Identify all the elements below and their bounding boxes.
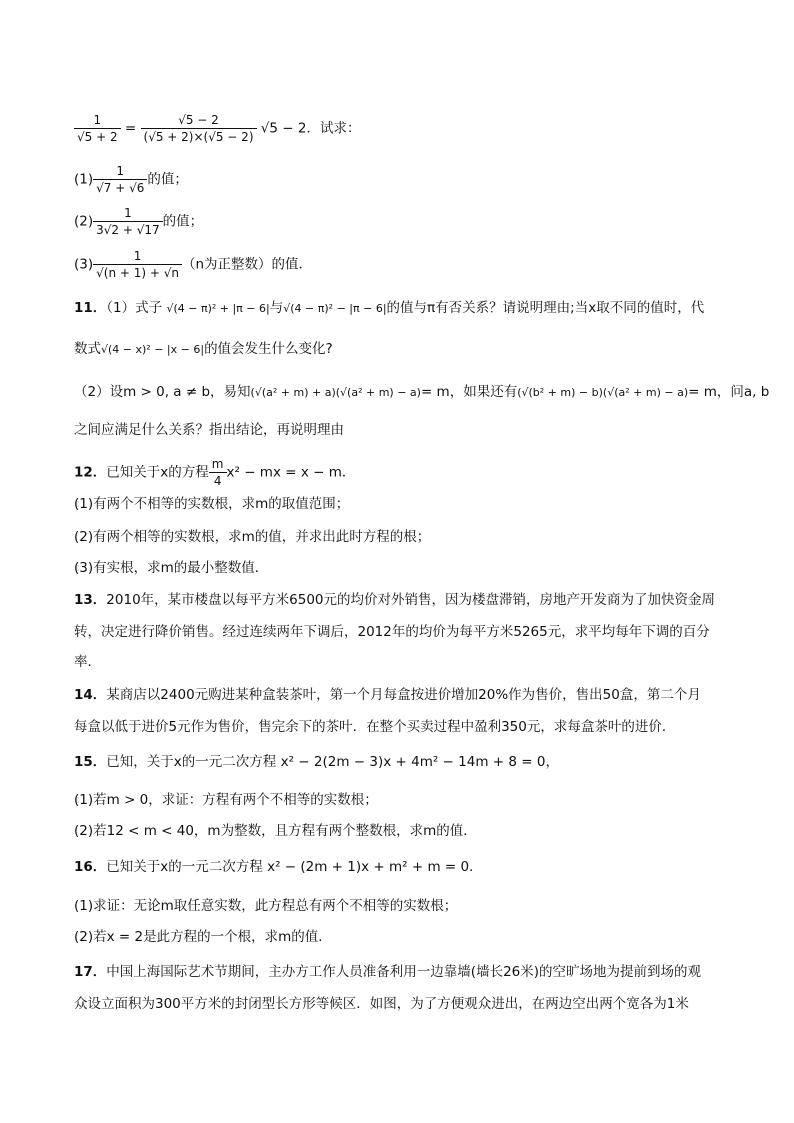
question-number: 11． [74, 300, 107, 316]
radical-expression: √(4 − π)² − |π − 6| [283, 302, 387, 315]
q16-text: 已知关于x的一元二次方程 x² − (2m + 1)x + m² + m = 0． [106, 859, 483, 875]
q14-line1 [74, 685, 701, 705]
q14-line2: 每盒以低于进价5元作为售价，售完余下的茶叶．在整个买卖过程中盈利350元，求每盒茶叶的进价． [74, 719, 676, 735]
question-number: 17． [74, 964, 107, 980]
q13-line3: 率． [74, 654, 101, 670]
question-number: 15． [74, 754, 107, 770]
q11-text: 之间应满足什么关系？指出结论，再说明理由 [74, 422, 344, 438]
intro-formula [74, 112, 360, 145]
subitem-1 [74, 163, 188, 196]
fraction: $\frac{m}{4}$ [209, 456, 227, 489]
q15-part1: (1)若m > 0，求证：方程有两个不相等的实数根； [74, 792, 378, 808]
fraction: $\frac{1}{√7 + √6}$ [93, 163, 147, 196]
q11-text: （2）设m > 0, a ≠ b，易知 [74, 384, 251, 400]
q13-line1 [74, 590, 715, 610]
question-number: 12． [74, 464, 107, 481]
radical-expression: (√(b² + m) − b)(√(a² + m) − a) [517, 386, 689, 399]
item-label: (2) [74, 213, 94, 230]
q16-part1: (1)求证：无论m取任意实数，此方程总有两个不相等的实数根； [74, 898, 458, 914]
q12-equation: x² − mx = x − m． [226, 464, 356, 481]
q11-text: = m，问a, b [688, 384, 770, 400]
q11-text: 的值会发生什么变化? [204, 341, 333, 357]
item-suffix: （n为正整数）的值． [182, 256, 313, 273]
q11-text: 的值与π有否关系？请说明理由;当x取不同的值时，代 [386, 300, 705, 316]
question-number: 14． [74, 687, 107, 703]
question-number: 16． [74, 859, 107, 875]
q12-part3: (3)有实根，求m的最小整数值． [74, 560, 269, 576]
radical-expression: √(4 − x)² − |x − 6| [101, 343, 205, 356]
q17-text: 中国上海国际艺术节期间，主办方工作人员准备利用一边靠墙(墙长26米)的空旷场地为提前到场的观 [106, 964, 702, 980]
fraction: $\frac{1}{√(n + 1) + √n}$ [93, 248, 182, 281]
q11-line1 [74, 298, 704, 319]
equals: = [124, 120, 137, 137]
question-number: 13． [74, 592, 107, 608]
q11-line2 [74, 339, 333, 360]
fraction: $\frac{√5 - 2}{(√5 + 2)\times(√5 - 2)}$ [141, 112, 257, 145]
item-suffix: 的值； [162, 213, 204, 230]
q11-line3 [74, 382, 769, 403]
q17-line1 [74, 962, 701, 982]
q11-text: 与 [269, 300, 284, 316]
item-label: (3) [74, 256, 94, 273]
q16-stem [74, 857, 483, 877]
q15-text: 已知，关于x的一元二次方程 x² − 2(2m − 3)x + 4m² − 14m + 8 = 0， [106, 754, 559, 770]
subitem-2 [74, 205, 203, 238]
fraction: $\frac{1}{√5 + 2}$ [74, 112, 121, 145]
q11-text: = m，如果还有 [420, 384, 518, 400]
q15-part2: (2)若12 < m < 40，m为整数，且方程有两个整数根，求m的值． [74, 823, 477, 839]
q11-text: （1）式子 [106, 300, 163, 316]
q12-part2: (2)有两个相等的实数根，求m的值，并求出此时方程的根； [74, 529, 431, 545]
radical-expression: √(4 − π)² + |π − 6| [166, 302, 270, 315]
intro-result: √5 − 2．试求： [260, 120, 361, 137]
q12-text: 已知关于x的方程 [106, 464, 209, 481]
item-label: (1) [74, 171, 94, 188]
q17-line2: 众设立面积为300平方米的封闭型长方形等候区．如图，为了方便观众进出，在两边空出两个宽各为1米 [74, 996, 689, 1012]
item-suffix: 的值； [147, 171, 188, 188]
q14-text: 某商店以2400元购进某种盒装茶叶，第一个月每盒按进价增加20%作为售价，售出50盒，第二个月 [106, 687, 701, 703]
q11-text: 数式 [74, 341, 101, 357]
q13-text: 2010年，某市楼盘以每平方米6500元的均价对外销售，因为楼盘滞销，房地产开发商为了加快资金周 [106, 592, 716, 608]
fraction: $\frac{1}{3√2 + √17}$ [93, 205, 163, 238]
radical-expression: (√(a² + m) + a)(√(a² + m) − a) [250, 386, 421, 399]
q15-stem [74, 752, 559, 772]
subitem-3 [74, 248, 312, 281]
q11-line4 [74, 420, 344, 440]
q12-part1: (1)有两个不相等的实数根，求m的取值范围； [74, 496, 350, 512]
q16-part2: (2)若x = 2是此方程的一个根，求m的值． [74, 929, 332, 945]
q12-stem [74, 456, 355, 489]
q13-line2: 转，决定进行降价销售。经过连续两年下调后，2012年的均价为每平方米5265元，求平均每年下调的百分 [74, 624, 710, 640]
